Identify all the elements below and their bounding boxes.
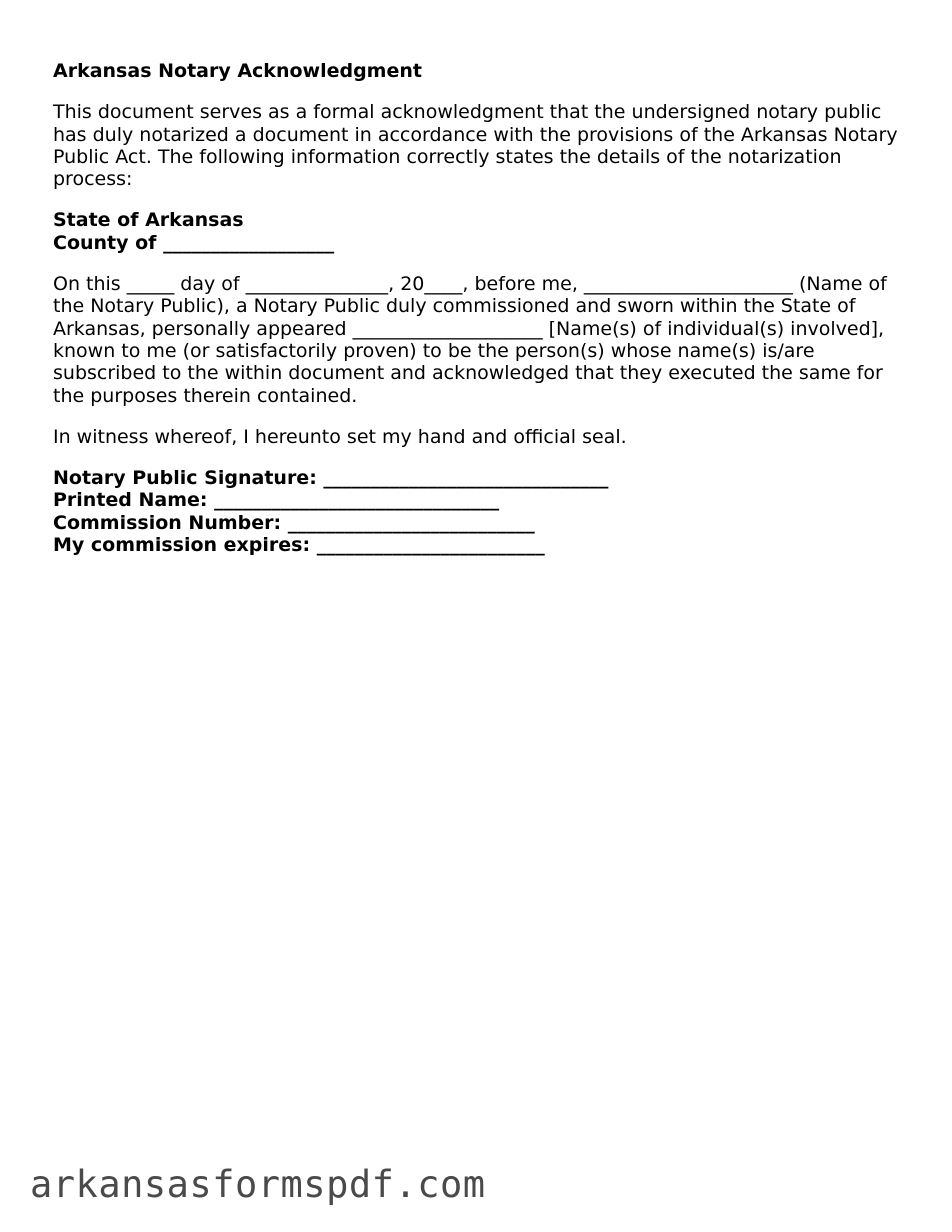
commission-expires-field: My commission expires: ________________________: [53, 534, 545, 557]
site-watermark: arkansasformspdf.com: [30, 1163, 486, 1206]
venue-block: [53, 209, 913, 254]
document-page: [53, 60, 913, 556]
printed-name-field: Printed Name: ______________________________: [53, 489, 500, 512]
state-line: State of Arkansas: [53, 209, 244, 232]
county-field: County of __________________: [53, 231, 335, 254]
document-title: Arkansas Notary Acknowledgment: [53, 60, 422, 82]
commission-number-field: Commission Number: __________________________: [53, 511, 535, 534]
intro-paragraph: This document serves as a formal acknowledgment that the undersigned notary public has duly notarized a document in accordance with the provisions of the Arkansas Notary Public Act. The following information correctly states the details of the notarization process:: [53, 101, 898, 191]
signature-block: [53, 467, 913, 556]
witness-paragraph: In witness whereof, I hereunto set my hand and official seal.: [53, 425, 627, 448]
notary-signature-field: Notary Public Signature: ______________________________: [53, 467, 609, 490]
acknowledgment-paragraph: On this _____ day of _______________, 20____, before me, ______________________ (Name of the Notary Public), a Notary Public duly commissioned and sworn within the State of Arkansas, personally appeared ____________________ [Name(s) of individual(s) involved], known to me (or satisfactorily proven) to be the person(s) whose name(s) is/are subscribed to the within document and acknowledged that they executed the same for the purposes therein contained.: [53, 273, 887, 407]
